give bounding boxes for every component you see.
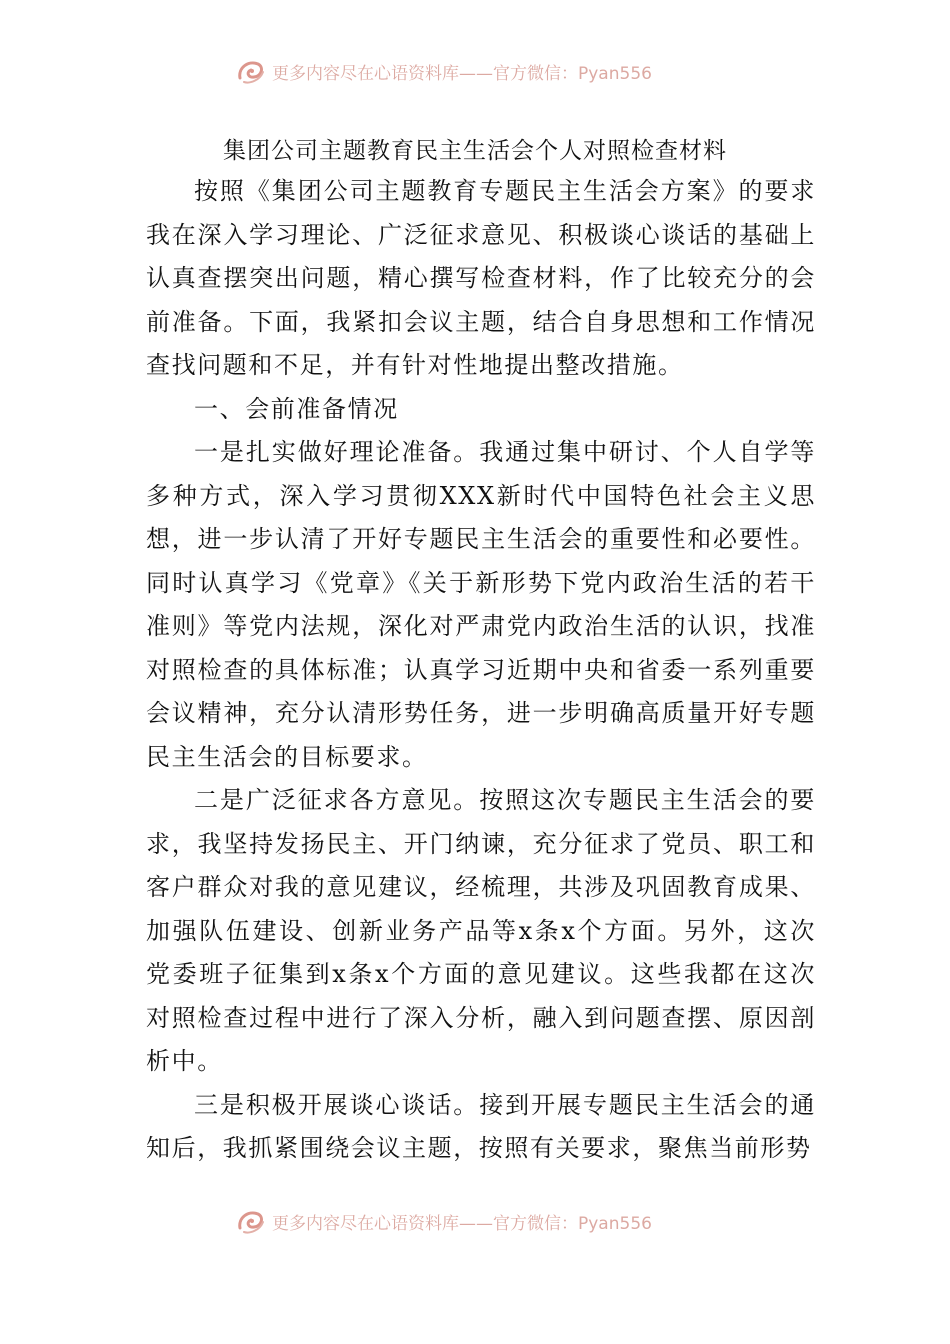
paragraph-opinions: 二是广泛征求各方意见。按照这次专题民主生活会的要求，我坚持发扬民主、开门纳谏，充分征求了党员、职工和客户群众对我的意见建议，经梳理，共涉及巩固教育成果、加强队伍建设、创新业务产品等x条x个方面。另外，这次党委班子征集到x条x个方面的意见建议。这些我都在这次对照检查过程中进行了深入分析，融入到问题查摆、原因剖析中。 xyxy=(146,786,816,1075)
paragraph-talks: 三是积极开展谈心谈话。接到开展专题民主生活会的通知后，我抓紧围绕会议主题，按照有关要求，聚焦当前形势 xyxy=(146,1090,816,1162)
page-title: 集团公司主题教育民主生活会个人对照检查材料 xyxy=(223,138,727,164)
watermark-text: 更多内容尽在心语资料库——官方微信：Pyan556 xyxy=(272,1213,652,1234)
swirl-logo-icon xyxy=(236,58,266,84)
section-heading: 一、会前准备情况 xyxy=(194,394,399,423)
document-body xyxy=(146,170,816,1171)
watermark-header xyxy=(236,58,652,84)
watermark-text: 更多内容尽在心语资料库——官方微信：Pyan556 xyxy=(272,63,652,84)
swirl-logo-icon xyxy=(236,1208,266,1234)
paragraph-theory-prep: 一是扎实做好理论准备。我通过集中研讨、个人自学等多种方式，深入学习贯彻XXX新时代中国特色社会主义思想，进一步认清了开好专题民主生活会的重要性和必要性。同时认真学习《党章》《关于新形势下党内政治生活的若干准则》等党内法规，深化对严肃党内政治生活的认识，找准对照检查的具体标准；认真学习近期中央和省委一系列重要会议精神，充分认清形势任务，进一步明确高质量开好专题民主生活会的目标要求。 xyxy=(146,438,816,771)
watermark-footer xyxy=(236,1208,652,1234)
paragraph-intro: 按照《集团公司主题教育专题民主生活会方案》的要求我在深入学习理论、广泛征求意见、积极谈心谈话的基础上认真查摆突出问题，精心撰写检查材料，作了比较充分的会前准备。下面，我紧扣会议主题，结合自身思想和工作情况查找问题和不足，并有针对性地提出整改措施。 xyxy=(146,177,816,379)
